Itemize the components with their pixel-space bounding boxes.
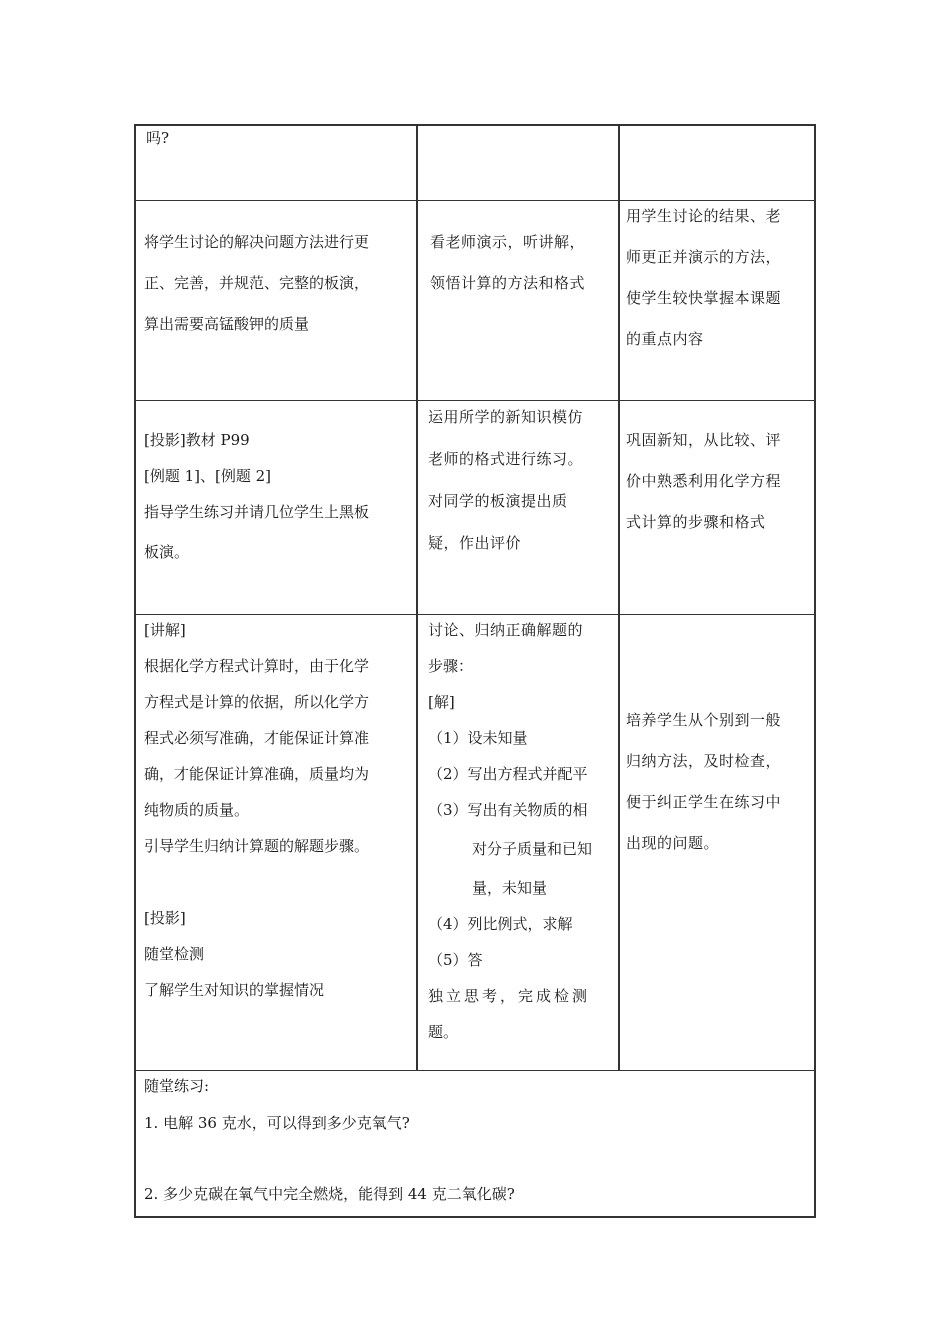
row2-intent-line: 的重点内容 bbox=[626, 330, 704, 348]
row4-intent-line: 便于纠正学生在练习中 bbox=[626, 793, 782, 811]
row1-teacher-cell bbox=[146, 120, 412, 156]
row2-teacher-cell bbox=[144, 222, 414, 345]
row4-teacher-line: 引导学生归纳计算题的解题步骤。 bbox=[144, 837, 370, 855]
row4-student-line: 独立思考，完成检测 bbox=[428, 987, 591, 1005]
row2-intent-line: 师更正并演示的方法， bbox=[626, 248, 782, 266]
table-border-right bbox=[814, 124, 816, 1218]
row4-student-step: （1）设未知量 bbox=[428, 729, 528, 747]
row4-teacher-line: [讲解] bbox=[144, 621, 186, 639]
practice-question: 1. 电解 36 克水，可以得到多少克氧气? bbox=[144, 1114, 410, 1132]
row2-student-cell bbox=[430, 222, 616, 304]
row4-teacher-cell bbox=[144, 612, 414, 1008]
row2-teacher-line: 将学生讨论的解决问题方法进行更 bbox=[144, 233, 370, 251]
practice-question: 2. 多少克碳在氧气中完全燃烧，能得到 44 克二氧化碳? bbox=[144, 1185, 515, 1203]
row4-teacher-line: 纯物质的质量。 bbox=[144, 801, 250, 819]
row3-intent-line: 巩固新知，从比较、评 bbox=[626, 431, 782, 449]
row2-student-line: 看老师演示，听讲解， bbox=[430, 233, 586, 251]
row4-intent-line: 出现的问题。 bbox=[626, 834, 720, 852]
row4-teacher-line: 方程式是计算的依据，所以化学方 bbox=[144, 693, 370, 711]
row4-intent-line: 培养学生从个别到一般 bbox=[626, 711, 782, 729]
row4-teacher-line: 根据化学方程式计算时，由于化学 bbox=[144, 657, 370, 675]
row2-teacher-line: 算出需要高锰酸钾的质量 bbox=[144, 315, 310, 333]
row4-student-line: [解] bbox=[428, 693, 455, 711]
row4-student-line: 讨论、归纳正确解题的 bbox=[428, 621, 584, 639]
row2-teacher-line: 正、完善，并规范、完整的板演， bbox=[144, 274, 370, 292]
column-divider-2 bbox=[618, 124, 620, 1071]
row3-teacher-line: 板演。 bbox=[144, 543, 190, 561]
row4-student-step-cont: 对分子质量和已知 bbox=[472, 840, 593, 858]
table-border-bottom bbox=[134, 1216, 816, 1218]
row4-teacher-line bbox=[144, 864, 414, 900]
row4-student-step: （4）列比例式，求解 bbox=[428, 915, 573, 933]
row3-student-line: 疑，作出评价 bbox=[428, 534, 522, 552]
row4-student-step: （3）写出有关物质的相 bbox=[428, 801, 588, 819]
row4-teacher-line: 随堂检测 bbox=[144, 945, 205, 963]
row4-student-line: 步骤： bbox=[428, 657, 474, 675]
row3-teacher-line: [例题 1]、[例题 2] bbox=[144, 467, 272, 485]
row3-student-line: 老师的格式进行练习。 bbox=[428, 450, 584, 468]
row3-intent-line: 式计算的步骤和格式 bbox=[626, 513, 766, 531]
row5-practice-cell bbox=[144, 1068, 804, 1212]
table-border-left bbox=[134, 124, 136, 1218]
row3-student-line: 运用所学的新知识模仿 bbox=[428, 408, 584, 426]
row2-intent-line: 使学生较快掌握本课题 bbox=[626, 289, 782, 307]
lesson-table bbox=[134, 124, 816, 1218]
row4-student-step: （2）写出方程式并配平 bbox=[428, 765, 588, 783]
practice-spacer bbox=[144, 1142, 804, 1176]
row4-student-step: （5）答 bbox=[428, 951, 483, 969]
row4-student-cell bbox=[428, 612, 616, 1050]
row3-teacher-cell bbox=[144, 422, 414, 574]
row2-intent-line: 用学生讨论的结果、老 bbox=[626, 207, 782, 225]
row3-teacher-line: 指导学生练习并请几位学生上黑板 bbox=[144, 503, 370, 521]
row4-teacher-line: 确，才能保证计算准确，质量均为 bbox=[144, 765, 370, 783]
row4-teacher-line: 程式必须写准确，才能保证计算准 bbox=[144, 729, 370, 747]
practice-heading: 随堂练习: bbox=[144, 1077, 210, 1095]
row3-teacher-line: [投影]教材 P99 bbox=[144, 431, 250, 449]
row4-teacher-line: 了解学生对知识的掌握情况 bbox=[144, 981, 325, 999]
row2-student-line: 领悟计算的方法和格式 bbox=[430, 274, 586, 292]
row4-intent-cell bbox=[626, 700, 812, 864]
row3-student-line: 对同学的板演提出质 bbox=[428, 492, 568, 510]
column-divider-1 bbox=[416, 124, 418, 1071]
row3-intent-cell bbox=[626, 420, 812, 543]
row4-intent-line: 归纳方法，及时检查， bbox=[626, 752, 782, 770]
row4-student-step-cont: 量，未知量 bbox=[472, 879, 548, 897]
row3-intent-line: 价中熟悉利用化学方程 bbox=[626, 472, 782, 490]
row3-student-cell bbox=[428, 396, 616, 564]
row4-teacher-line: [投影] bbox=[144, 909, 186, 927]
row2-intent-cell bbox=[626, 196, 812, 360]
row4-student-line: 题。 bbox=[428, 1023, 459, 1041]
row1-teacher-line: 吗? bbox=[146, 129, 170, 147]
